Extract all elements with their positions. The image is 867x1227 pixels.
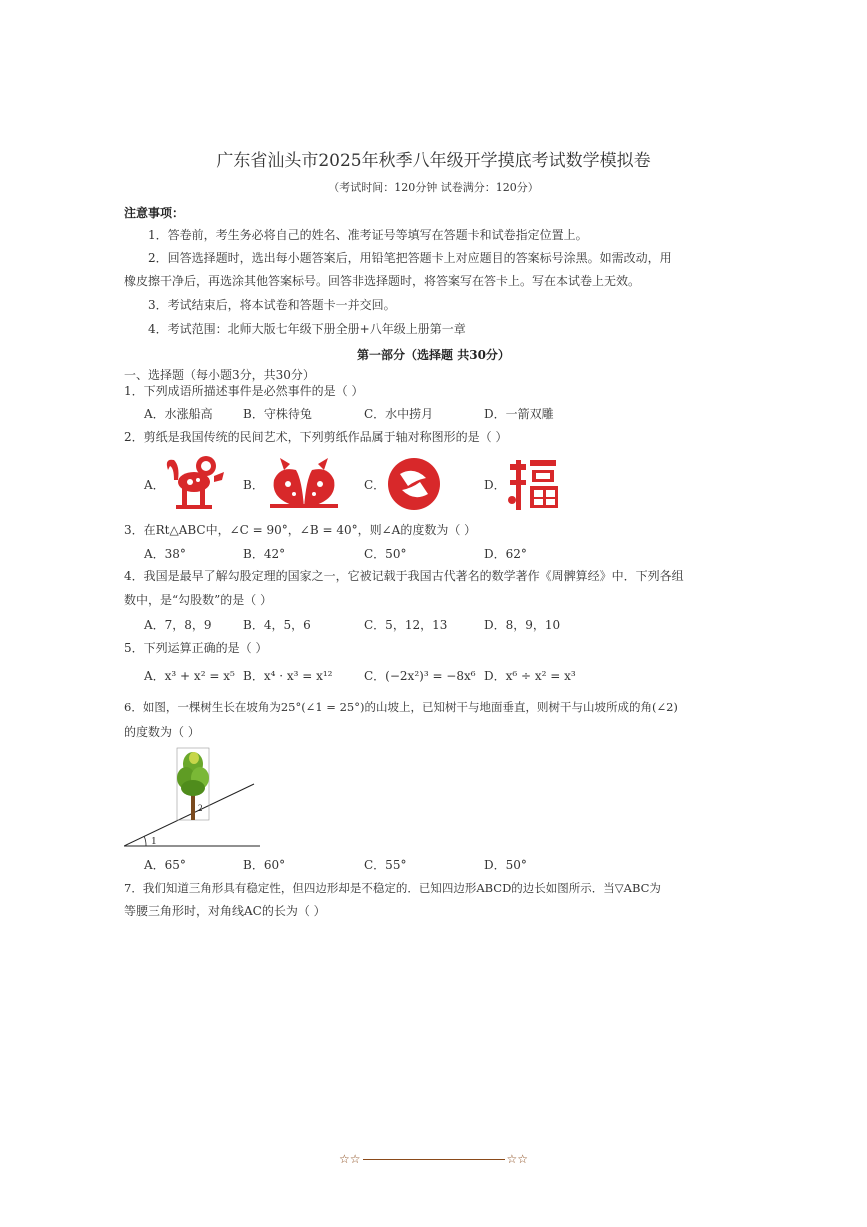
- q5-option-c: C．(−2x²)³ = −8x⁶: [364, 669, 476, 683]
- part-heading: 一、选择题（每小题3分，共30分）: [124, 368, 315, 382]
- q6-option-b: B．60°: [243, 858, 286, 872]
- q7-stem-line2: 等腰三角形时，对角线AC的长为（ ）: [124, 904, 326, 918]
- angle-1-arc: [144, 836, 146, 846]
- fu-character-papercut-image: [506, 456, 560, 512]
- q1-option-d: D．一箭双雕: [484, 407, 554, 421]
- q2-label-a: A．: [144, 478, 165, 492]
- q2-stem: 2．剪纸是我国传统的民间艺术，下列剪纸作品属于轴对称图形的是（ ）: [124, 430, 508, 444]
- q3-option-d: D．62°: [484, 547, 527, 561]
- q4-option-d: D．8，9，10: [484, 618, 561, 632]
- q5-option-b: B．x⁴ · x³ = x¹²: [243, 669, 333, 683]
- q1-stem: 1．下列成语所描述事件是必然事件的是（ ）: [124, 384, 364, 398]
- q4-option-a: A．7，8，9: [144, 618, 212, 632]
- footer-stars-right: ☆☆: [506, 1152, 529, 1166]
- section-heading: 第一部分（选择题 共30分）: [357, 348, 510, 362]
- note-4: 4．考试范围：北师大版七年级下册全册+八年级上册第一章: [148, 322, 466, 336]
- q3-option-a: A．38°: [144, 547, 186, 561]
- q3-option-c: C．50°: [364, 547, 407, 561]
- q4-option-b: B．4，5，6: [243, 618, 311, 632]
- tree-crown: [177, 752, 209, 796]
- q6-stem-line1: 6．如图，一棵树生长在坡角为25°(∠1 = 25°)的山坡上，已知树干与地面垂直，则树干与山坡所成的角(∠2): [124, 700, 678, 714]
- round-fish-papercut-image: [386, 456, 442, 512]
- note-3: 3．考试结束后，将本试卷和答题卡一并交回。: [148, 298, 396, 312]
- q1-option-a: A．水涨船高: [144, 407, 213, 421]
- exam-title: 广东省汕头市2025年秋季八年级开学摸底考试数学模拟卷: [216, 151, 651, 171]
- q1-option-b: B．守株待兔: [243, 407, 312, 421]
- note-1: 1．答卷前，考生务必将自己的姓名、准考证号等填写在答题卡和试卷指定位置上。: [148, 228, 588, 242]
- q4-stem-line2: 数中，是“勾股数”的是（ ）: [124, 593, 273, 607]
- q3-stem: 3．在Rt△ABC中，∠C = 90°，∠B = 40°，则∠A的度数为（ ）: [124, 523, 477, 537]
- exam-subtitle: （考试时间：120分钟 试卷满分：120分）: [328, 181, 539, 194]
- q2-label-b: B．: [243, 478, 264, 492]
- q4-stem-line1: 4．我国是最早了解勾股定理的国家之一，它被记载于我国古代著名的数学著作《周髀算经》中．下列各组: [124, 569, 684, 583]
- angle-2-label: 2: [198, 803, 203, 813]
- slope-tree-figure: [124, 744, 264, 850]
- q6-option-c: C．55°: [364, 858, 407, 872]
- q6-option-d: D．50°: [484, 858, 527, 872]
- q3-option-b: B．42°: [243, 547, 286, 561]
- angle-1-label: 1: [151, 835, 157, 847]
- note-2: 2．回答选择题时，选出每小题答案后，用铅笔把答题卡上对应题目的答案标号涂黑。如需改动，用: [148, 251, 672, 265]
- q6-stem-line2: 的度数为（ ）: [124, 725, 200, 739]
- q6-option-a: A．65°: [144, 858, 186, 872]
- q5-option-d: D．x⁶ ÷ x² = x³: [484, 669, 576, 683]
- q2-label-d: D．: [484, 478, 506, 492]
- footer-stars-left: ☆☆: [338, 1152, 361, 1166]
- monkey-papercut-image: [160, 452, 226, 510]
- q5-option-a: A．x³ + x² = x⁵: [144, 669, 235, 683]
- q1-option-c: C．水中捞月: [364, 407, 434, 421]
- page-footer: [0, 1152, 867, 1166]
- notes-heading: 注意事项：: [124, 206, 185, 220]
- q7-stem-line1: 7．我们知道三角形具有稳定性，但四边形却是不稳定的．已知四边形ABCD的边长如图所示．当▽ABC为: [124, 881, 661, 895]
- q5-stem: 5．下列运算正确的是（ ）: [124, 641, 268, 655]
- q4-option-c: C．5，12，13: [364, 618, 448, 632]
- note-2-cont: 橡皮擦干净后，再选涂其他答案标号。回答非选择题时，将答案写在答卡上。写在本试卷上无效。: [124, 274, 641, 288]
- footer-rule: [363, 1159, 505, 1160]
- fish-papercut-image: [266, 456, 342, 510]
- q2-label-c: C．: [364, 478, 386, 492]
